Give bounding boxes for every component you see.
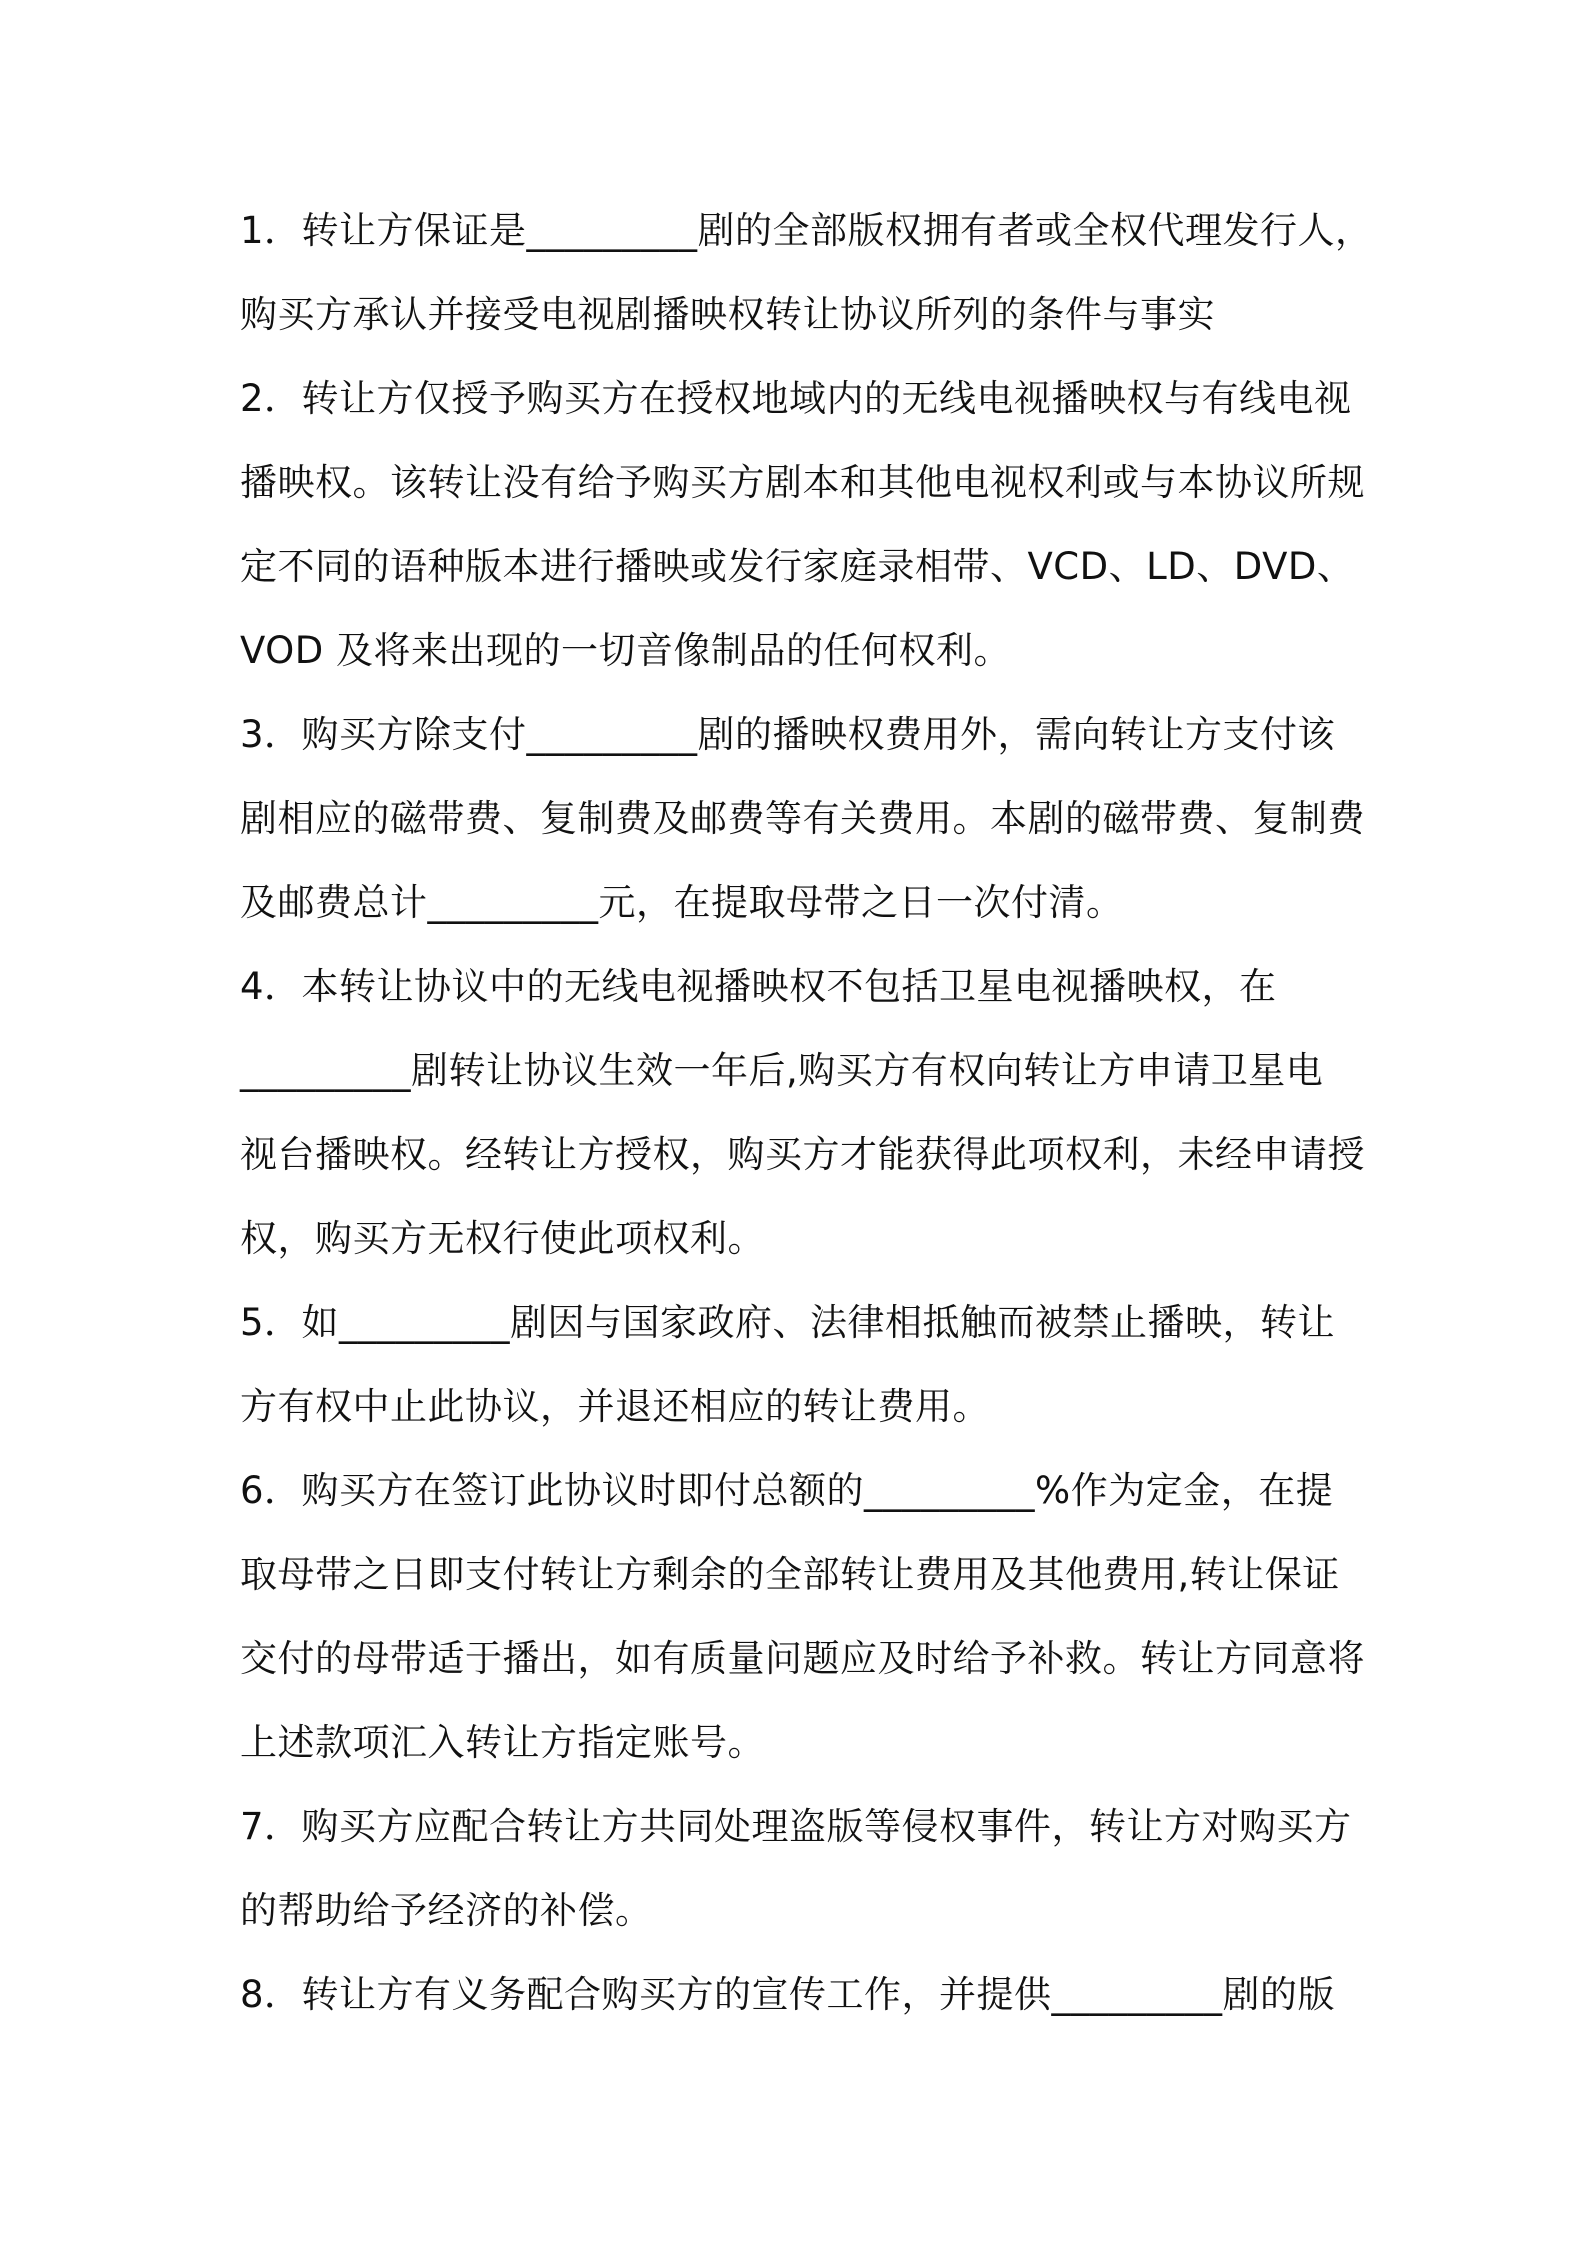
clause-1-line-2: 购买方承认并接受电视剧播映权转让协议所列的条件与事实 xyxy=(240,293,1215,336)
clause-5-line-2: 方有权中止此协议，并退还相应的转让费用。 xyxy=(240,1385,990,1428)
clause-6-line-4: 上述款项汇入转让方指定账号。 xyxy=(240,1721,765,1764)
clause-4-line-3: 视台播映权。经转让方授权，购买方才能获得此项权利，未经申请授 xyxy=(240,1133,1365,1176)
clause-3-line-1: 3．购买方除支付_________剧的播映权费用外，需向转让方支付该 xyxy=(240,713,1336,756)
clause-7-line-2: 的帮助给予经济的补偿。 xyxy=(240,1889,653,1932)
clause-2-line-2: 播映权。该转让没有给予购买方剧本和其他电视权利或与本协议所规 xyxy=(240,461,1365,504)
clause-6-line-2: 取母带之日即支付转让方剩余的全部转让费用及其他费用,转让保证 xyxy=(240,1553,1340,1596)
clause-6-line-1: 6．购买方在签订此协议时即付总额的_________%作为定金，在提 xyxy=(240,1469,1334,1512)
clause-5-line-1: 5．如_________剧因与国家政府、法律相抵触而被禁止播映，转让 xyxy=(240,1301,1336,1344)
clause-4-line-2: _________剧转让协议生效一年后,购买方有权向转让方申请卫星电 xyxy=(240,1049,1324,1092)
clause-1-line-1: 1．转让方保证是_________剧的全部版权拥有者或全权代理发行人， xyxy=(240,209,1373,252)
clause-4-line-1: 4．本转让协议中的无线电视播映权不包括卫星电视播映权，在 xyxy=(240,965,1277,1008)
clause-4-line-4: 权，购买方无权行使此项权利。 xyxy=(240,1217,765,1260)
clause-6-line-3: 交付的母带适于播出，如有质量问题应及时给予补救。转让方同意将 xyxy=(240,1637,1365,1680)
clause-3-line-2: 剧相应的磁带费、复制费及邮费等有关费用。本剧的磁带费、复制费 xyxy=(240,797,1365,840)
clause-2-line-4: VOD 及将来出现的一切音像制品的任何权利。 xyxy=(240,629,1012,672)
clause-2-line-3: 定不同的语种版本进行播映或发行家庭录相带、VCD、LD、DVD、 xyxy=(240,545,1355,588)
clause-8-line-1: 8．转让方有义务配合购买方的宣传工作，并提供_________剧的版 xyxy=(240,1973,1336,2016)
clause-2-line-1: 2．转让方仅授予购买方在授权地域内的无线电视播映权与有线电视 xyxy=(240,377,1352,420)
clause-7-line-1: 7．购买方应配合转让方共同处理盗版等侵权事件，转让方对购买方 xyxy=(240,1805,1352,1848)
clause-3-line-3: 及邮费总计_________元，在提取母带之日一次付清。 xyxy=(240,881,1124,924)
